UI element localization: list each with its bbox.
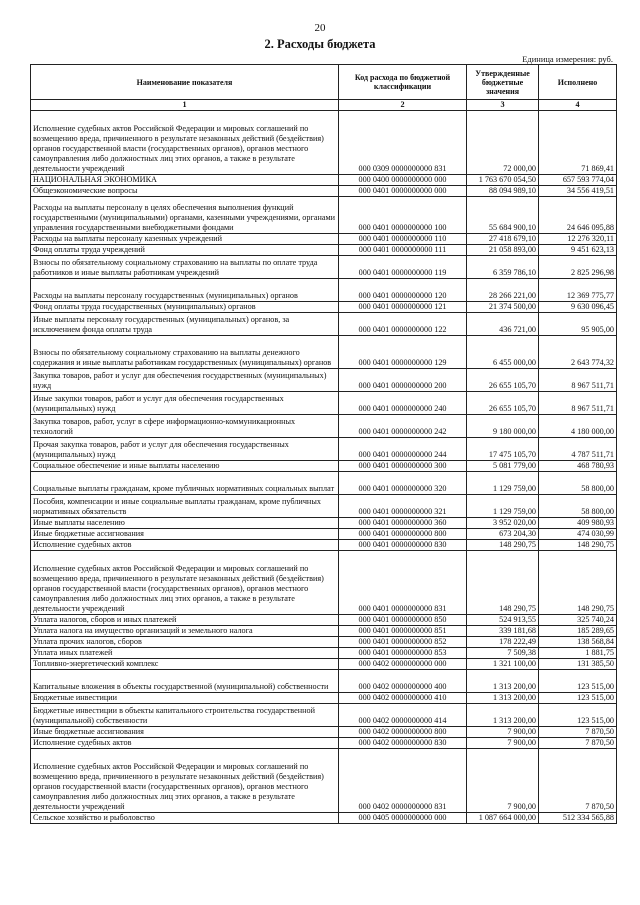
row-executed: 468 780,93 bbox=[539, 461, 617, 472]
row-name: Закупка товаров, работ, услуг в сфере информационно-коммуникационных технологий bbox=[31, 415, 339, 438]
column-number: 3 bbox=[467, 100, 539, 111]
row-approved: 148 290,75 bbox=[467, 540, 539, 551]
column-number: 4 bbox=[539, 100, 617, 111]
table-row bbox=[31, 186, 617, 197]
row-approved: 524 913,55 bbox=[467, 615, 539, 626]
row-code: 000 0401 0000000000 120 bbox=[339, 279, 467, 302]
table-row bbox=[31, 727, 617, 738]
table-row bbox=[31, 749, 617, 813]
table-row bbox=[31, 693, 617, 704]
row-name: Общеэкономические вопросы bbox=[31, 186, 339, 197]
table-body bbox=[31, 111, 617, 824]
row-code: 000 0401 0000000000 850 bbox=[339, 615, 467, 626]
table-row bbox=[31, 704, 617, 727]
header-indicator-name: Наименование показателя bbox=[31, 65, 339, 100]
row-approved: 88 094 989,10 bbox=[467, 186, 539, 197]
column-number: 2 bbox=[339, 100, 467, 111]
row-name: НАЦИОНАЛЬНАЯ ЭКОНОМИКА bbox=[31, 175, 339, 186]
row-approved: 72 000,00 bbox=[467, 111, 539, 175]
table-row bbox=[31, 615, 617, 626]
row-code: 000 0401 0000000000 321 bbox=[339, 495, 467, 518]
row-code: 000 0401 0000000000 244 bbox=[339, 438, 467, 461]
table-row bbox=[31, 245, 617, 256]
table-row bbox=[31, 279, 617, 302]
table-row bbox=[31, 472, 617, 495]
row-approved: 178 222,49 bbox=[467, 637, 539, 648]
row-code: 000 0401 0000000000 110 bbox=[339, 234, 467, 245]
row-executed: 58 800,00 bbox=[539, 495, 617, 518]
row-approved: 28 266 221,00 bbox=[467, 279, 539, 302]
row-code: 000 0401 0000000000 119 bbox=[339, 256, 467, 279]
row-code: 000 0401 0000000000 830 bbox=[339, 540, 467, 551]
row-approved: 1 129 759,00 bbox=[467, 495, 539, 518]
row-executed: 24 646 095,88 bbox=[539, 197, 617, 234]
row-approved: 1 129 759,00 bbox=[467, 472, 539, 495]
row-code: 000 0402 0000000000 400 bbox=[339, 670, 467, 693]
row-approved: 148 290,75 bbox=[467, 551, 539, 615]
header-approved-values: Утвержденные бюджетные значения bbox=[467, 65, 539, 100]
row-approved: 55 684 900,10 bbox=[467, 197, 539, 234]
row-approved: 339 181,68 bbox=[467, 626, 539, 637]
row-name: Социальное обеспечение и иные выплаты населению bbox=[31, 461, 339, 472]
row-name: Бюджетные инвестиции bbox=[31, 693, 339, 704]
row-name: Иные закупки товаров, работ и услуг для обеспечения государственных (муниципальных) нужд bbox=[31, 392, 339, 415]
row-executed: 34 556 419,51 bbox=[539, 186, 617, 197]
row-executed: 7 870,50 bbox=[539, 749, 617, 813]
table-row bbox=[31, 461, 617, 472]
row-code: 000 0401 0000000000 300 bbox=[339, 461, 467, 472]
row-approved: 1 321 100,00 bbox=[467, 659, 539, 670]
row-name: Иные выплаты населению bbox=[31, 518, 339, 529]
row-code: 000 0401 0000000000 240 bbox=[339, 392, 467, 415]
table-row bbox=[31, 369, 617, 392]
row-name: Социальные выплаты гражданам, кроме публичных нормативных социальных выплат bbox=[31, 472, 339, 495]
row-executed: 7 870,50 bbox=[539, 738, 617, 749]
row-code: 000 0405 0000000000 000 bbox=[339, 813, 467, 824]
table-row bbox=[31, 111, 617, 175]
row-name: Иные бюджетные ассигнования bbox=[31, 727, 339, 738]
row-approved: 1 313 200,00 bbox=[467, 704, 539, 727]
row-name: Взносы по обязательному социальному страхованию на выплаты по оплате труда работников и иные выплаты работникам учреждений bbox=[31, 256, 339, 279]
row-executed: 9 451 623,13 bbox=[539, 245, 617, 256]
row-executed: 512 334 565,88 bbox=[539, 813, 617, 824]
row-executed: 12 276 320,11 bbox=[539, 234, 617, 245]
row-approved: 27 418 679,10 bbox=[467, 234, 539, 245]
row-executed: 2 643 774,32 bbox=[539, 336, 617, 369]
table-row bbox=[31, 313, 617, 336]
row-approved: 1 087 664 000,00 bbox=[467, 813, 539, 824]
row-name: Уплата иных платежей bbox=[31, 648, 339, 659]
row-name: Фонд оплаты труда государственных (муниципальных) органов bbox=[31, 302, 339, 313]
table-row bbox=[31, 813, 617, 824]
row-approved: 6 359 786,10 bbox=[467, 256, 539, 279]
row-executed: 148 290,75 bbox=[539, 551, 617, 615]
row-approved: 1 313 200,00 bbox=[467, 670, 539, 693]
column-number-row bbox=[31, 100, 617, 111]
row-code: 000 0401 0000000000 851 bbox=[339, 626, 467, 637]
row-name: Топливно-энергетический комплекс bbox=[31, 659, 339, 670]
row-code: 000 0401 0000000000 100 bbox=[339, 197, 467, 234]
row-name: Взносы по обязательному социальному страхованию на выплаты денежного содержания и иные выплаты работникам государственных (муниципальных) органов bbox=[31, 336, 339, 369]
row-name: Закупка товаров, работ и услуг для обеспечения государственных (муниципальных) нужд bbox=[31, 369, 339, 392]
row-executed: 12 369 775,77 bbox=[539, 279, 617, 302]
row-executed: 123 515,00 bbox=[539, 693, 617, 704]
row-name: Прочая закупка товаров, работ и услуг для обеспечения государственных (муниципальных) нужд bbox=[31, 438, 339, 461]
row-approved: 1 313 200,00 bbox=[467, 693, 539, 704]
row-approved: 7 509,38 bbox=[467, 648, 539, 659]
row-executed: 2 825 296,98 bbox=[539, 256, 617, 279]
budget-expenses-table bbox=[30, 64, 617, 824]
page-number: 20 bbox=[314, 22, 326, 34]
table-row bbox=[31, 518, 617, 529]
row-approved: 1 763 670 054,50 bbox=[467, 175, 539, 186]
row-code: 000 0309 0000000000 831 bbox=[339, 111, 467, 175]
row-name: Уплата прочих налогов, сборов bbox=[31, 637, 339, 648]
row-executed: 95 905,00 bbox=[539, 313, 617, 336]
table-row bbox=[31, 234, 617, 245]
row-approved: 26 655 105,70 bbox=[467, 369, 539, 392]
row-executed: 9 630 096,45 bbox=[539, 302, 617, 313]
table-row bbox=[31, 175, 617, 186]
table-row bbox=[31, 336, 617, 369]
row-approved: 7 900,00 bbox=[467, 749, 539, 813]
table-row bbox=[31, 495, 617, 518]
header-executed: Исполнено bbox=[539, 65, 617, 100]
row-approved: 26 655 105,70 bbox=[467, 392, 539, 415]
row-name: Фонд оплаты труда учреждений bbox=[31, 245, 339, 256]
table-row bbox=[31, 256, 617, 279]
row-approved: 6 455 000,00 bbox=[467, 336, 539, 369]
row-executed: 1 881,75 bbox=[539, 648, 617, 659]
row-code: 000 0401 0000000000 852 bbox=[339, 637, 467, 648]
row-code: 000 0401 0000000000 122 bbox=[339, 313, 467, 336]
row-approved: 5 081 779,00 bbox=[467, 461, 539, 472]
row-code: 000 0401 0000000000 111 bbox=[339, 245, 467, 256]
row-code: 000 0401 0000000000 320 bbox=[339, 472, 467, 495]
row-name: Иные выплаты персоналу государственных (муниципальных) органов, за исключением фонда оплаты труда bbox=[31, 313, 339, 336]
row-code: 000 0401 0000000000 800 bbox=[339, 529, 467, 540]
row-code: 000 0402 0000000000 831 bbox=[339, 749, 467, 813]
row-executed: 123 515,00 bbox=[539, 704, 617, 727]
table-header-row bbox=[31, 65, 617, 100]
row-code: 000 0402 0000000000 410 bbox=[339, 693, 467, 704]
row-name: Расходы на выплаты персоналу в целях обеспечения выполнения функций государственными (муниципальными) органами, казенными учреждениями, органами управления государственными внебюджетными фондами bbox=[31, 197, 339, 234]
row-name: Уплата налога на имущество организаций и земельного налога bbox=[31, 626, 339, 637]
row-code: 000 0401 0000000000 831 bbox=[339, 551, 467, 615]
row-code: 000 0401 0000000000 242 bbox=[339, 415, 467, 438]
row-name: Иные бюджетные ассигнования bbox=[31, 529, 339, 540]
row-executed: 325 740,24 bbox=[539, 615, 617, 626]
row-executed: 4 787 511,71 bbox=[539, 438, 617, 461]
row-name: Бюджетные инвестиции в объекты капитального строительства государственной (муниципальной) собственности bbox=[31, 704, 339, 727]
unit-of-measure: Единица измерения: руб. bbox=[522, 54, 613, 64]
row-code: 000 0401 0000000000 129 bbox=[339, 336, 467, 369]
row-executed: 185 289,65 bbox=[539, 626, 617, 637]
row-name: Исполнение судебных актов bbox=[31, 540, 339, 551]
row-code: 000 0400 0000000000 000 bbox=[339, 175, 467, 186]
row-name: Исполнение судебных актов Российской Федерации и мировых соглашений по возмещению вреда, причиненного в результате незаконных действий (бездействия) органов государственной власти (государственных органов), органов местного самоуправления либо должностных лиц этих органов, а также в результате деятельности учреждений bbox=[31, 111, 339, 175]
row-executed: 7 870,50 bbox=[539, 727, 617, 738]
column-number: 1 bbox=[31, 100, 339, 111]
row-approved: 9 180 000,00 bbox=[467, 415, 539, 438]
row-code: 000 0401 0000000000 360 bbox=[339, 518, 467, 529]
table-row bbox=[31, 659, 617, 670]
row-approved: 436 721,00 bbox=[467, 313, 539, 336]
row-executed: 123 515,00 bbox=[539, 670, 617, 693]
table-row bbox=[31, 738, 617, 749]
table-row bbox=[31, 551, 617, 615]
row-executed: 657 593 774,04 bbox=[539, 175, 617, 186]
table-row bbox=[31, 415, 617, 438]
section-title: 2. Расходы бюджета bbox=[264, 37, 376, 51]
table-row bbox=[31, 529, 617, 540]
row-approved: 3 952 020,00 bbox=[467, 518, 539, 529]
row-name: Уплата налогов, сборов и иных платежей bbox=[31, 615, 339, 626]
row-name: Расходы на выплаты персоналу государственных (муниципальных) органов bbox=[31, 279, 339, 302]
table-row bbox=[31, 438, 617, 461]
row-code: 000 0401 0000000000 121 bbox=[339, 302, 467, 313]
row-approved: 17 475 105,70 bbox=[467, 438, 539, 461]
row-name: Исполнение судебных актов Российской Федерации и мировых соглашений по возмещению вреда, причиненного в результате незаконных действий (бездействия) органов государственной власти (государственных органов), органов местного самоуправления либо должностных лиц этих органов, а также в результате деятельности учреждений bbox=[31, 749, 339, 813]
row-executed: 58 800,00 bbox=[539, 472, 617, 495]
row-executed: 474 030,99 bbox=[539, 529, 617, 540]
row-code: 000 0401 0000000000 000 bbox=[339, 186, 467, 197]
row-executed: 8 967 511,71 bbox=[539, 392, 617, 415]
row-approved: 673 204,30 bbox=[467, 529, 539, 540]
row-name: Расходы на выплаты персоналу казенных учреждений bbox=[31, 234, 339, 245]
row-code: 000 0401 0000000000 200 bbox=[339, 369, 467, 392]
table-row bbox=[31, 540, 617, 551]
row-name: Капитальные вложения в объекты государственной (муниципальной) собственности bbox=[31, 670, 339, 693]
row-name: Исполнение судебных актов Российской Федерации и мировых соглашений по возмещению вреда, причиненного в результате незаконных действий (бездействия) органов государственной власти (государственных органов), органов местного самоуправления либо должностных лиц этих органов, а также в результате деятельности учреждений bbox=[31, 551, 339, 615]
row-approved: 7 900,00 bbox=[467, 727, 539, 738]
row-executed: 148 290,75 bbox=[539, 540, 617, 551]
row-code: 000 0401 0000000000 853 bbox=[339, 648, 467, 659]
table-row bbox=[31, 302, 617, 313]
row-name: Сельское хозяйство и рыболовство bbox=[31, 813, 339, 824]
row-executed: 409 980,93 bbox=[539, 518, 617, 529]
row-executed: 8 967 511,71 bbox=[539, 369, 617, 392]
table-row bbox=[31, 637, 617, 648]
row-approved: 21 374 500,00 bbox=[467, 302, 539, 313]
table-row bbox=[31, 648, 617, 659]
row-approved: 21 058 893,00 bbox=[467, 245, 539, 256]
header-classification-code: Код расхода по бюджетной классификации bbox=[339, 65, 467, 100]
row-code: 000 0402 0000000000 830 bbox=[339, 738, 467, 749]
table-row bbox=[31, 197, 617, 234]
row-name: Пособия, компенсации и иные социальные выплаты гражданам, кроме публичных нормативных обязательств bbox=[31, 495, 339, 518]
row-code: 000 0402 0000000000 800 bbox=[339, 727, 467, 738]
row-executed: 71 869,41 bbox=[539, 111, 617, 175]
table-row bbox=[31, 626, 617, 637]
row-code: 000 0402 0000000000 000 bbox=[339, 659, 467, 670]
row-name: Исполнение судебных актов bbox=[31, 738, 339, 749]
row-executed: 4 180 000,00 bbox=[539, 415, 617, 438]
row-approved: 7 900,00 bbox=[467, 738, 539, 749]
row-executed: 131 385,50 bbox=[539, 659, 617, 670]
row-executed: 138 568,84 bbox=[539, 637, 617, 648]
table-row bbox=[31, 392, 617, 415]
table-row bbox=[31, 670, 617, 693]
row-code: 000 0402 0000000000 414 bbox=[339, 704, 467, 727]
